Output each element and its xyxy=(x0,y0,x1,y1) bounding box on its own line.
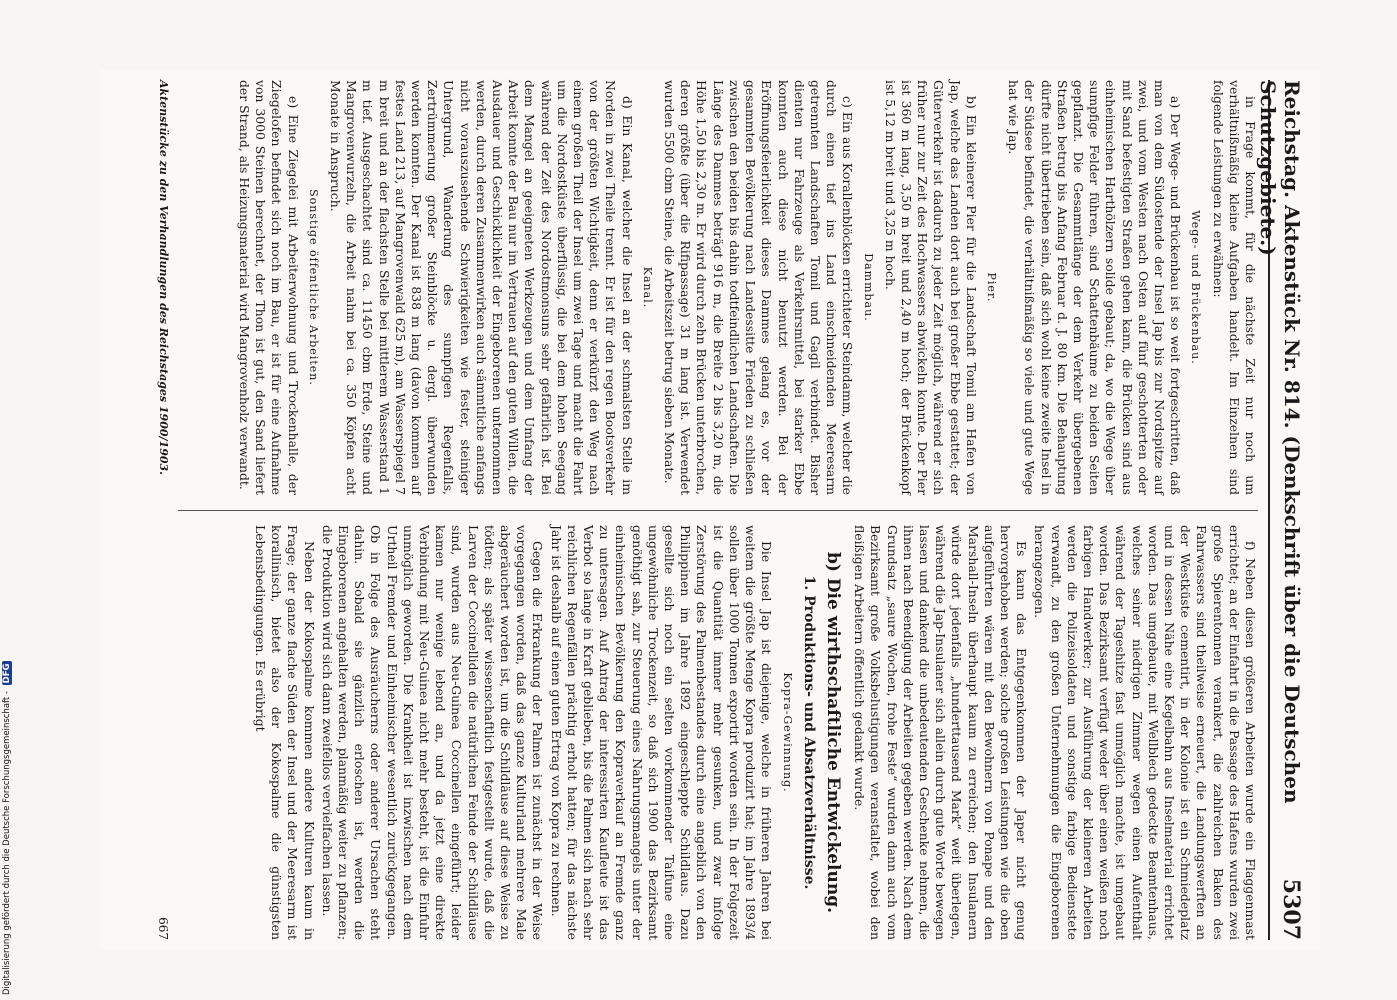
paragraph-b: b) Ein kleinerer Pier für die Landschaft Tomil am Hafen von Jap, welche das Landen dort auch bei großer Ebbe gestattet; der Güterverkehr ist dadurch zu jeder Zeit möglich, während er sich früher nur zur Zeit des Hochwassers abwickeln konnte. Der Pier ist 360 m lang, 3,50 m breit und 2,40 m hoch; der Brückenkopf ist 5,12 m breit und 3,25 m hoch. xyxy=(882,80,979,495)
header-title: Reichstag. Aktenstück Nr. 814. (Denkschrift über die Deutschen Schutzgebiete.) xyxy=(1256,80,1304,804)
heading-pier: Pier. xyxy=(984,272,998,303)
paragraph-d: d) Ein Kanal, welcher die Insel an der schmalsten Stelle im Norden in zwei Theile trennt. Er ist für den regen Bootsverkehr von der größten Wichtigkeit, denn er verkürzt den Weg nach einem großen Theil der Insel um zwei Tage und macht die Fahrt um die Nordostküste überflüssig, die bei dem hohen Seegang während der Zeit des Nordostmonsuns sehr gefährlich ist. Bei dem Mangel an geeigneten Werkzeugen und dem Umfang der Arbeit konnte der Bau nur im Vertrauen auf den guten Willen, die Ausdauer und Geschicklichkeit der Eingeborenen unternommen werden, durch deren Zusammenwirken auch sämmtliche anfangs nicht vorauszusehende Schwierigkeiten wie fester, steiniger Untergrund, Wanderung des sumpfigen Regenfalls, Zertrümmerung großer Steinblöcke u. dergl. überwunden werden konnten. Der Kanal ist 838 m lang (davon kommen auf festes Land 213, auf Mangrovenwald 625 m), am Wasserspiegel 7 m breit und an der flachsten Stelle bei mittlerem Wasserstand 1 m tief. Ausgeschachtet sind ca. 11450 cbm Erde, Steine und Mangrovenwurzeln, die Arbeit nahm bei ca. 350 Köpfen acht Monate in Anspruch. xyxy=(328,80,635,495)
footer-number: 667 xyxy=(156,917,170,940)
intro-paragraph: in Frage kommt, für die nächste Zeit nur noch um verhältnißmäßig kleine Aufgaben handelt. Im Einzelnen sind folgende Leistungen zu erwähnen: xyxy=(1210,80,1258,495)
subsection-title: 1. Produktions- und Absatzverhältnisse. xyxy=(800,575,817,890)
page-number: 5307 xyxy=(1278,878,1304,940)
paragraph-e: e) Eine Ziegelei mit Arbeiterwohnung und Trockenhalle, der Ziegelofen befindet sich noch im Bau, er ist für eine Aufnahme von 3000 Steinen berechnet, der Thon ist gut, den Sand liefert der Strand, als Heizungsmaterial wird Mangrovenholz verwandt. xyxy=(237,80,301,495)
digitization-note xyxy=(2,661,12,995)
paragraph-j: Neben der Kokospalme kommen andere Kulturen kaum in Frage; der ganze flache Süden der Insel und der Meeresarm ist korallinisch, bietet also der Kokospalme die günstigsten Lebensbedingungen. Es erübrigt xyxy=(253,525,317,940)
section-title: b) Die wirthschaftliche Entwickelung. xyxy=(822,551,843,914)
paragraph-i: Gegen die Erkrankung der Palmen ist zunächst in der Weise vorgegangen worden, daß das ganze Kulturland mehrere Male abgeräuchert worden ist, um die Schildläuse auf diese Weise zu tödten; als später wissenschaftlich festgestellt wurde, daß die Larven der Coccinelliden die natürlichen Feinde der Schildläuse sind, wurden aus Neu-Guinea Coccinellen eingeführt; leider kamen nur wenige lebend an, und da jetzt eine direkte Verbindung mit Neu-Guinea nicht mehr besteht, ist die Einfuhr unmöglich geworden. Die Krankheit ist inzwischen nach dem Urtheil Fremder und Einheimischer wesentlich zurückgegangen. Ob in Folge des Ausräucherns oder anderer Ursachen steht dahin. Sobald sie gänzlich erloschen ist, werden die Eingeborenen angehalten werden, planmäßig weiter zu pflanzen; die Produktion wird sich dann zweifellos vervielfachen lassen. xyxy=(319,525,546,940)
left-column xyxy=(234,80,1258,495)
heading-roads: Wege- und Brückenbau. xyxy=(1189,210,1203,365)
paragraph-f: f) Neben diesen größeren Arbeiten wurde ein Flaggenmast errichtet; an der Einfahrt in die Passage des Hafens wurden zwei große Spierentonnen verankert, die zahlreichen Baken des Fahrwassers sind theilweise erneuert, die Landungswerften an der Westküste cementirt, in der Kolonie ist ein Schmiedeplatz und in dessen Nähe eine Kegelbahn aus Inselmaterial errichtet worden. Das umgebaute, mit Wellblech gedeckte Beamtenhaus, welches seiner niedrigen Zimmer wegen einen Aufenthalt während der Tageshitze fast unmöglich machte, ist umgebaut worden. Das Bezirksamt verfügt weder über einen weißen noch farbigen Handwerker; zur Ausführung der kleineren Arbeiten werden die Polizeisoldaten und sonstige farbige Bedienstete verwandt, zu den großen Unternehmungen die Eingeborenen herangezogen. xyxy=(1032,525,1258,940)
right-column xyxy=(250,525,1258,940)
footer-source: Aktenstücke zu den Verhandlungen des Reichstages 1900/1903. xyxy=(157,80,170,475)
paragraph-h: Die Insel Jap ist diejenige, welche in früheren Jahren bei weitem die größte Menge Kopra produzirt hat; im Jahre 1893/4 sollen über 1000 Tonnen exportirt worden sein. In der Folgezeit ist die Quantität immer mehr gesunken, und zwar infolge Zerstörung des Palmenbestandes durch eine angeblich von den Philippinen im Jahre 1892 eingeschleppte Schildlaus. Dazu gesellte sich noch ein selten vorkommender Taifune eine ungewöhnliche Trockenzeit, so daß sich 1900 das Bezirksamt genöthigt sah, zur Steuerung eines Nahrungsmangels unter der einheimischen Bevölkerung den Kopraverkauf an Fremde ganz zu untersagen. Auf Antrag der interessirten Kaufleute ist das Verbot so lange in Kraft geblieben, bis die Palmen sich nach sehr reichlichen Regenfällen prächtig erholt hatten; für das nächste Jahr ist deshalb auf einen guten Ertrag von Kopra zu rechnen. xyxy=(548,525,775,940)
heading-canal: Kanal. xyxy=(640,266,654,309)
document-page xyxy=(100,70,1320,950)
heading-public-works: Sonstige öffentliche Arbeiten. xyxy=(306,189,320,386)
page-header xyxy=(1256,80,1310,940)
digitization-text: Digitalisierung gefördert durch die Deutsche Forschungsgemeinschaft - xyxy=(2,691,12,995)
paragraph-a: a) Der Wege- und Brückenbau ist so weit fortgeschritten, daß man von dem Südostende der Insel Jap bis zur Nordspitze auf zwei, und vom Westen nach Osten auf fünf geschotterten oder mit Sand befestigten Straßen gehen kann, die Brücken sind aus einheimischen Harthölzern solide gebaut; da, wo die Wege über sumpfige Felder führen, sind Schattenbäume zu beiden Seiten gepflanzt. Die Gesammtlänge der dem Verkehr übergebenen Straßen betrug bis Anfang Februar d. J. 80 km. Die Behauptung dürfte nicht übertrieben sein, daß sich wohl keine zweite Insel in der Südsee befindet, die verhältnißmäßig so viele und gute Wege hat wie Jap. xyxy=(1006,80,1184,495)
heading-dam: Dammbau. xyxy=(861,253,875,322)
dfg-logo: DFG xyxy=(2,663,12,684)
column-divider xyxy=(178,510,1258,511)
paragraph-g: Es kann das Entgegenkommen der Japer nicht genug hervorgehoben werden; solche großen Leistungen wie die oben aufgeführten wären mit den Bewohnern von Ponape und den Marshall-Inseln überhaupt kaum zu erreichen; den Insulanern würde dort jedenfalls „hunderttausend Mark“ weit überlegen, während die Jap-Insulaner sich allein durch gute Worte bewegen lassen und dankend die unbedeutenden Geschenke nehmen, die ihnen nach Beendigung der Arbeiten gegeben werden. Nach dem Grundsatz „saure Wochen, frohe Feste“ wurden dann auch vom Bezirksamt große Volksbelustigungen veranstaltet, wobei den fleißigen Arbeitern öffentlich gedankt wurde. xyxy=(852,525,1030,940)
heading-copra: Kopra-Gewinnung. xyxy=(780,672,794,793)
paragraph-c: c) Ein aus Korallenblöcken errichteter Steindamm, welcher die durch einen tief ins Land einschneidenden Meeresarm getrennten Landschaften Tomil und Gagil verbindet. Bisher dienten nur Fahrzeuge als Verkehrsmittel, bei starker Ebbe konnten auch diese nicht benutzt werden. Bei der Eröffnungsfeierlichkeit dieses Dammes gelang es, vor der gesammten Bevölkerung nach Landessitte Frieden zu schließen zwischen den beiden bis dahin todtfeindlichen Landschaften. Die Länge des Dammes beträgt 916 m, die Breite 2 bis 3,20 m, die Höhe 1,50 bis 2,30 m. Er wird durch zehn Brücken unterbrochen, deren größte (über die Rifipassage) 31 m lang ist. Verwendet wurden 5500 cbm Steine, die Arbeitszeit betrug sieben Monate. xyxy=(662,80,856,495)
